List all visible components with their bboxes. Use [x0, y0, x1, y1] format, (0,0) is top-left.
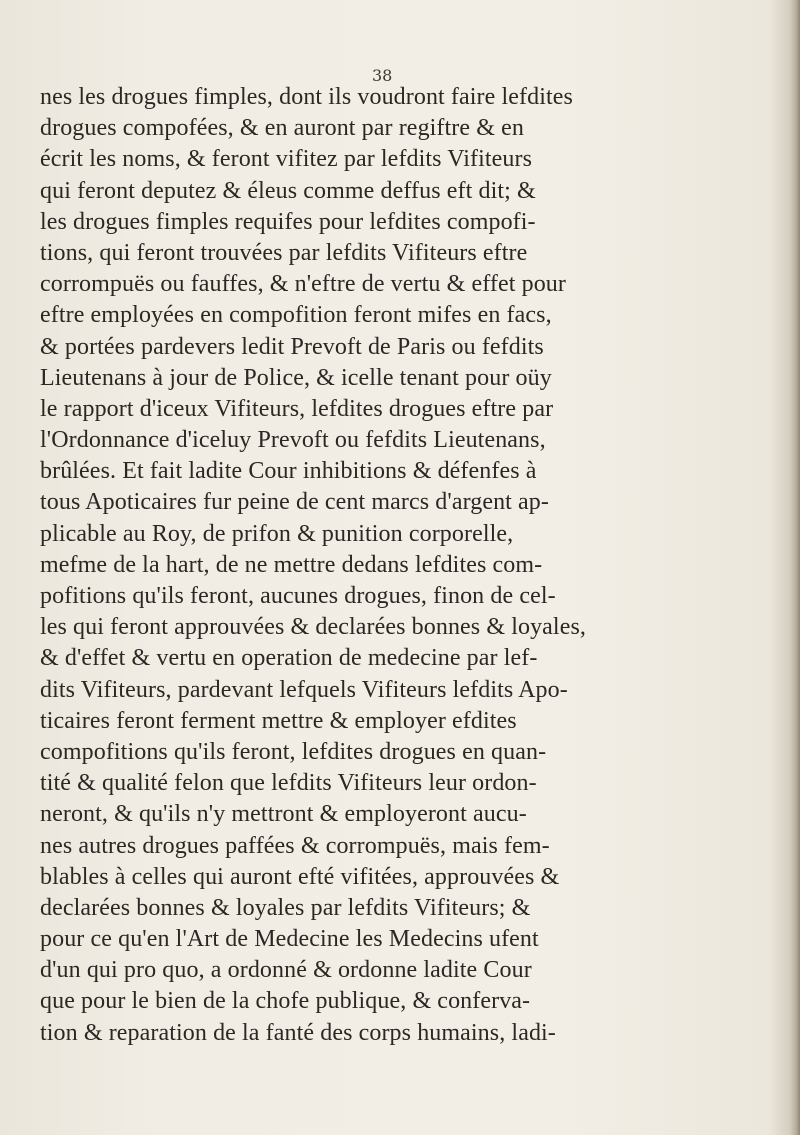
text-line: nes les drogues fimples, dont ils voudront faire lefdites [40, 84, 573, 110]
text-line: tion & reparation de la fanté des corps humains, ladi- [40, 1019, 556, 1046]
text-line: l'Ordonnance d'iceluy Prevoft ou fefdits Lieutenans, [40, 427, 546, 454]
text-line: tité & qualité felon que lefdits Vifiteurs leur ordon- [40, 770, 537, 797]
text-line: plicable au Roy, de prifon & punition corporelle, [40, 520, 514, 547]
text-line: nes autres drogues paffées & corrompuës, mais fem- [40, 832, 550, 859]
text-line: corrompuës ou fauffes, & n'eftre de vertu & effet pour [40, 271, 566, 298]
text-line: le rapport d'iceux Vifiteurs, lefdites drogues eftre par [40, 395, 554, 422]
text-line: mefme de la hart, de ne mettre dedans lefdites com- [40, 551, 543, 578]
text-line: brûlées. Et fait ladite Cour inhibitions & défenfes à [40, 458, 537, 485]
text-line: eftre employées en compofition feront mifes en facs, [40, 302, 552, 329]
text-line: & d'effet & vertu en operation de medecine par lef- [40, 645, 538, 672]
page-number: 38 [372, 66, 393, 85]
text-line: pour ce qu'en l'Art de Medecine les Medecins ufent [40, 926, 539, 953]
text-line: dits Vifiteurs, pardevant lefquels Vifiteurs lefdits Apo- [40, 676, 568, 703]
text-line: les qui feront approuvées & declarées bonnes & loyales, [40, 614, 586, 641]
text-line: compofitions qu'ils feront, lefdites drogues en quan- [40, 738, 547, 765]
text-line: qui feront deputez & éleus comme deffus eft dit; & [40, 177, 536, 204]
text-line: d'un qui pro quo, a ordonné & ordonne ladite Cour [40, 957, 532, 984]
text-line: Lieutenans à jour de Police, & icelle tenant pour oüy [40, 364, 552, 391]
text-line: drogues compofées, & en auront par regiftre & en [40, 115, 524, 142]
text-line: pofitions qu'ils feront, aucunes drogues, finon de cel- [40, 583, 556, 609]
text-line: declarées bonnes & loyales par lefdits Vifiteurs; & [40, 894, 531, 921]
text-line: tions, qui feront trouvées par lefdits Vifiteurs eftre [40, 239, 528, 266]
text-line: & portées pardevers ledit Prevoft de Paris ou fefdits [40, 333, 544, 360]
text-line: ticaires feront ferment mettre & employer efdites [40, 707, 517, 734]
text-line: tous Apoticaires fur peine de cent marcs d'argent ap- [40, 489, 549, 516]
text-line: les drogues fimples requifes pour lefdites compofi- [40, 208, 536, 235]
body-text [40, 82, 770, 1049]
text-line: neront, & qu'ils n'y mettront & employeront aucu- [40, 801, 527, 828]
text-line: que pour le bien de la chofe publique, & conferva- [40, 988, 531, 1015]
text-line: blables à celles qui auront efté vifitées, approuvées & [40, 863, 560, 890]
page-edge-shadow [790, 0, 800, 1135]
text-line: écrit les noms, & feront vifitez par lefdits Vifiteurs [40, 146, 533, 173]
